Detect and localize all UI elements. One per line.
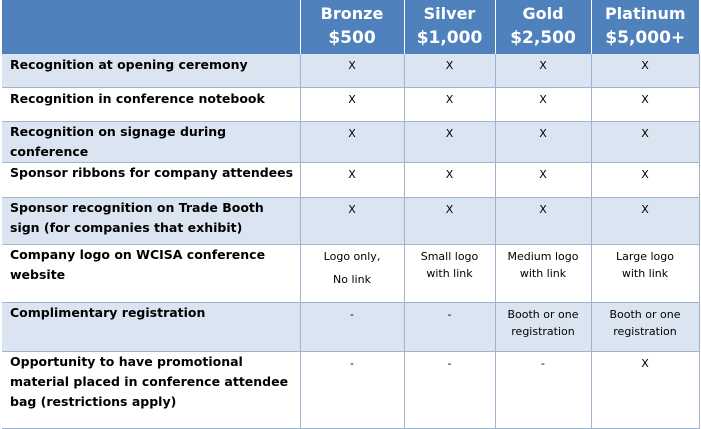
tier-header-silver [404,0,495,54]
benefit-value: X [591,54,699,88]
tier-price: $1,000 [416,28,483,48]
sponsorship-table [2,0,700,429]
benefit-value: X [300,198,404,245]
benefit-value: X [404,88,495,122]
benefit-label: Complimentary registration [2,303,300,352]
value-line: with link [519,267,567,280]
benefit-value [404,245,495,303]
table-row [2,122,699,163]
tier-price: $2,500 [510,28,576,48]
benefit-value: X [591,352,699,429]
benefit-value: - [495,352,591,429]
benefit-label: Opportunity to have promotional material placed in conference attendee bag (restrictions apply) [2,352,300,429]
value-line: registration [613,325,677,338]
value-line: Small logo [420,250,479,263]
benefit-value: X [404,198,495,245]
benefit-value: X [404,163,495,198]
tier-header-bronze [300,0,404,54]
tier-name: Silver [423,4,476,23]
table-row [2,163,699,198]
table-row [2,88,699,122]
tier-price: $500 [328,28,376,48]
benefit-value: X [591,198,699,245]
value-line: No link [333,273,371,286]
value-line: with link [426,267,473,280]
benefit-value [300,245,404,303]
tier-header-gold [495,0,591,54]
benefit-value: X [495,88,591,122]
value-line: Medium logo [507,250,579,263]
benefit-value [495,245,591,303]
benefit-value [591,245,699,303]
benefit-value: X [591,122,699,163]
benefit-value [591,303,699,352]
table-row [2,54,699,88]
table-row [2,303,699,352]
table-row [2,352,699,429]
tier-price: $5,000+ [605,28,686,48]
tier-name: Bronze [320,4,384,23]
value-line: with link [621,267,669,280]
benefit-value: X [404,54,495,88]
benefit-value: X [300,54,404,88]
benefit-label: Recognition in conference notebook [2,88,300,122]
header-corner [2,0,300,54]
value-line: Booth or one [609,308,681,321]
tier-header-platinum [591,0,699,54]
benefit-label: Recognition on signage during conference [2,122,300,163]
benefit-value: X [591,88,699,122]
benefit-value: - [300,352,404,429]
benefit-value: X [495,122,591,163]
benefit-value: X [300,122,404,163]
tier-name: Platinum [604,4,686,23]
header-row [2,0,699,54]
benefit-value: X [495,198,591,245]
value-line: Logo only, [323,250,381,263]
tier-name: Gold [522,4,564,23]
benefit-value: - [300,303,404,352]
benefit-label: Company logo on WCISA conference website [2,245,300,303]
benefit-value: X [591,163,699,198]
value-line: registration [511,325,575,338]
benefit-value: X [300,88,404,122]
benefit-value: - [404,303,495,352]
table-row [2,198,699,245]
benefit-value [495,303,591,352]
benefit-value: X [404,122,495,163]
benefit-value: X [300,163,404,198]
benefit-value: - [404,352,495,429]
value-line: Large logo [616,250,674,263]
value-line: Booth or one [507,308,579,321]
benefit-label: Sponsor ribbons for company attendees [2,163,300,198]
benefit-value: X [495,54,591,88]
table-row [2,245,699,303]
benefit-label: Recognition at opening ceremony [2,54,300,88]
benefit-value: X [495,163,591,198]
benefit-label: Sponsor recognition on Trade Booth sign (for companies that exhibit) [2,198,300,245]
